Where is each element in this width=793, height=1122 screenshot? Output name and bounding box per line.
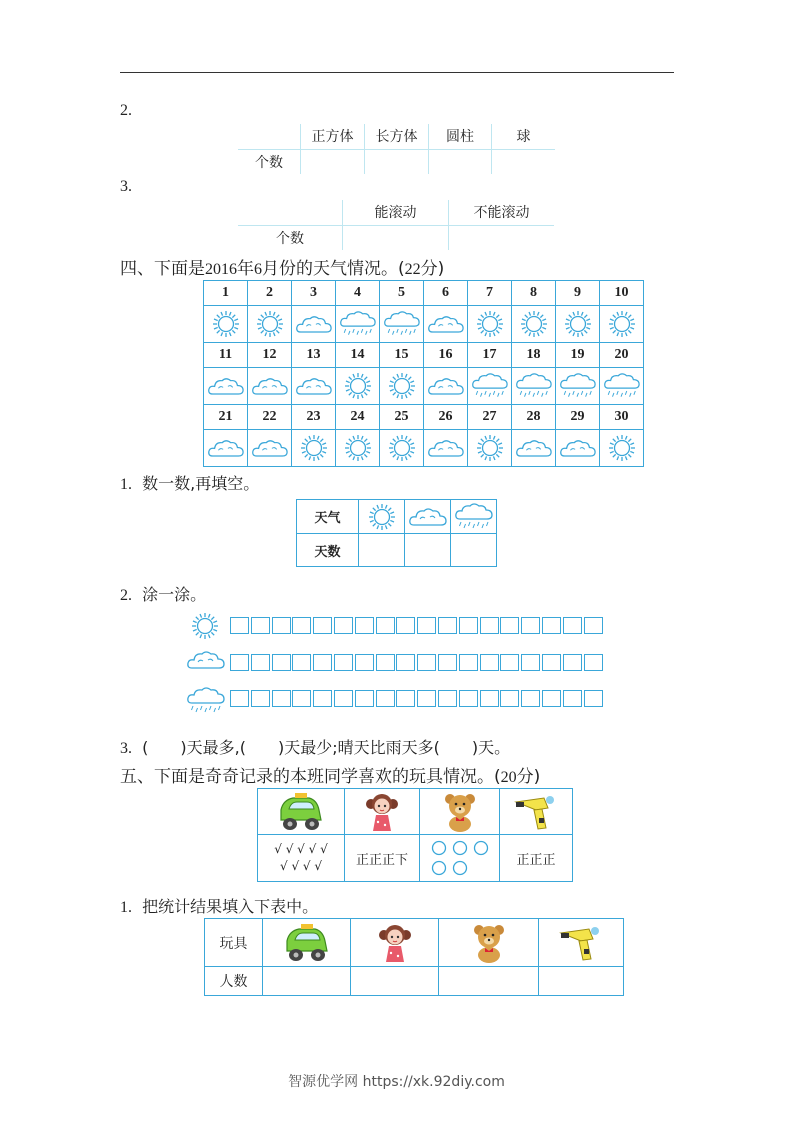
calendar-day-number: 4 xyxy=(336,281,380,306)
calendar-day-number: 19 xyxy=(556,343,600,368)
calendar-day-number: 13 xyxy=(292,343,336,368)
coloring-square[interactable] xyxy=(521,617,540,634)
row-label: 个数 xyxy=(238,149,301,174)
calendar-day-number: 18 xyxy=(512,343,556,368)
calendar-day-number: 30 xyxy=(600,405,644,430)
question: 2. 涂一涂。 xyxy=(120,585,207,604)
weather-count-table xyxy=(296,499,497,567)
coloring-square[interactable] xyxy=(584,654,603,671)
toy-result-table xyxy=(204,918,624,996)
tally-checks: √ √ √ √ √ √ √ √ √ xyxy=(258,835,345,882)
cloud-icon xyxy=(424,368,468,405)
sun-icon xyxy=(600,306,644,343)
table-header: 圆柱 xyxy=(429,124,492,149)
cloud-icon xyxy=(405,500,451,534)
calendar-day-number: 17 xyxy=(468,343,512,368)
coloring-square[interactable] xyxy=(417,617,436,634)
coloring-square[interactable] xyxy=(459,617,478,634)
teddy-bear-icon xyxy=(420,789,500,835)
answer-cell[interactable] xyxy=(492,149,556,174)
coloring-square[interactable] xyxy=(376,690,395,707)
section-heading: 四、下面是2016年6月份的天气情况。(22分) xyxy=(120,259,445,279)
coloring-square[interactable] xyxy=(313,617,332,634)
teddy-bear-icon xyxy=(439,919,539,967)
coloring-square[interactable] xyxy=(292,654,311,671)
calendar-day-number: 16 xyxy=(424,343,468,368)
cloud-icon xyxy=(204,430,248,467)
rain-icon xyxy=(468,368,512,405)
coloring-square[interactable] xyxy=(313,690,332,707)
row-label: 天数 xyxy=(297,534,359,567)
cloud-icon xyxy=(204,368,248,405)
doll-icon xyxy=(351,919,439,967)
answer-cell[interactable] xyxy=(449,225,555,250)
sun-icon xyxy=(380,368,424,405)
coloring-square[interactable] xyxy=(272,690,291,707)
coloring-square[interactable] xyxy=(334,690,353,707)
toy-gun-icon xyxy=(500,789,573,835)
coloring-square[interactable] xyxy=(313,654,332,671)
tally-marks: 正正正 xyxy=(500,835,573,882)
table-header: 正方体 xyxy=(301,124,365,149)
coloring-square[interactable] xyxy=(230,690,249,707)
coloring-square[interactable] xyxy=(438,654,457,671)
coloring-square[interactable] xyxy=(292,617,311,634)
calendar-day-number: 25 xyxy=(380,405,424,430)
coloring-square[interactable] xyxy=(230,654,249,671)
calendar-day-number: 27 xyxy=(468,405,512,430)
coloring-square[interactable] xyxy=(480,617,499,634)
coloring-square[interactable] xyxy=(376,654,395,671)
coloring-square[interactable] xyxy=(500,690,519,707)
answer-cell[interactable] xyxy=(301,149,365,174)
answer-cell[interactable] xyxy=(439,967,539,996)
table-header: 球 xyxy=(492,124,556,149)
calendar-day-number: 2 xyxy=(248,281,292,306)
coloring-square[interactable] xyxy=(438,690,457,707)
sun-icon xyxy=(292,430,336,467)
sun-icon xyxy=(189,611,221,641)
footer-watermark: 智源优学网 https://xk.92diy.com xyxy=(288,1074,505,1090)
rain-icon xyxy=(600,368,644,405)
coloring-square[interactable] xyxy=(459,690,478,707)
calendar-day-number: 15 xyxy=(380,343,424,368)
cloud-icon xyxy=(292,368,336,405)
coloring-bar-cloudy[interactable] xyxy=(230,654,604,671)
answer-cell[interactable] xyxy=(263,967,351,996)
calendar-day-number: 1 xyxy=(204,281,248,306)
coloring-square[interactable] xyxy=(563,617,582,634)
calendar-day-number: 3 xyxy=(292,281,336,306)
answer-cell[interactable] xyxy=(351,967,439,996)
cloud-icon xyxy=(248,368,292,405)
calendar-day-number: 10 xyxy=(600,281,644,306)
toy-tally-table xyxy=(257,788,573,882)
table-header: 能滚动 xyxy=(343,200,449,225)
car-icon xyxy=(258,789,345,835)
coloring-square[interactable] xyxy=(542,617,561,634)
coloring-square[interactable] xyxy=(355,654,374,671)
answer-cell[interactable] xyxy=(359,534,405,567)
shape-count-table xyxy=(238,124,555,174)
sun-icon xyxy=(512,306,556,343)
coloring-square[interactable] xyxy=(563,690,582,707)
rain-icon xyxy=(512,368,556,405)
answer-cell[interactable] xyxy=(365,149,429,174)
calendar-day-number: 22 xyxy=(248,405,292,430)
coloring-square[interactable] xyxy=(459,654,478,671)
cloud-icon xyxy=(512,430,556,467)
calendar-day-number: 26 xyxy=(424,405,468,430)
cloud-icon xyxy=(556,430,600,467)
sun-icon xyxy=(600,430,644,467)
coloring-square[interactable] xyxy=(480,690,499,707)
sun-icon xyxy=(336,430,380,467)
coloring-square[interactable] xyxy=(542,690,561,707)
rain-icon xyxy=(451,500,497,534)
calendar-day-number: 9 xyxy=(556,281,600,306)
tally-circles xyxy=(420,835,500,882)
table-header: 不能滚动 xyxy=(449,200,555,225)
sun-icon xyxy=(336,368,380,405)
rain-icon xyxy=(556,368,600,405)
cloud-icon xyxy=(186,648,226,672)
sun-icon xyxy=(248,306,292,343)
top-rule xyxy=(120,72,674,73)
coloring-square[interactable] xyxy=(500,617,519,634)
coloring-square[interactable] xyxy=(542,654,561,671)
coloring-square[interactable] xyxy=(417,690,436,707)
calendar-day-number: 12 xyxy=(248,343,292,368)
answer-cell[interactable] xyxy=(405,534,451,567)
calendar-day-number: 8 xyxy=(512,281,556,306)
calendar-day-number: 28 xyxy=(512,405,556,430)
cloud-icon xyxy=(424,306,468,343)
question: 1. 把统计结果填入下表中。 xyxy=(120,897,319,916)
coloring-square[interactable] xyxy=(396,617,415,634)
calendar-day-number: 24 xyxy=(336,405,380,430)
question-number: 2. xyxy=(120,102,132,119)
coloring-square[interactable] xyxy=(521,654,540,671)
coloring-square[interactable] xyxy=(584,690,603,707)
coloring-square[interactable] xyxy=(334,654,353,671)
answer-cell[interactable] xyxy=(539,967,624,996)
coloring-square[interactable] xyxy=(521,690,540,707)
answer-cell[interactable] xyxy=(343,225,449,250)
calendar-day-number: 11 xyxy=(204,343,248,368)
sun-icon xyxy=(380,430,424,467)
calendar-day-number: 5 xyxy=(380,281,424,306)
table-cell xyxy=(238,200,343,225)
tally-marks: 正正正下 xyxy=(345,835,420,882)
coloring-square[interactable] xyxy=(396,690,415,707)
roll-table xyxy=(238,200,554,250)
sun-icon xyxy=(468,430,512,467)
coloring-square[interactable] xyxy=(355,690,374,707)
coloring-square[interactable] xyxy=(230,617,249,634)
weather-calendar xyxy=(203,280,644,467)
coloring-square[interactable] xyxy=(438,617,457,634)
coloring-bar-sunny[interactable] xyxy=(230,617,604,634)
sun-icon xyxy=(359,500,405,534)
coloring-square[interactable] xyxy=(376,617,395,634)
answer-cell[interactable] xyxy=(429,149,492,174)
calendar-day-number: 7 xyxy=(468,281,512,306)
coloring-square[interactable] xyxy=(251,654,270,671)
coloring-square[interactable] xyxy=(584,617,603,634)
rain-icon xyxy=(186,686,226,716)
coloring-square[interactable] xyxy=(563,654,582,671)
row-label: 天气 xyxy=(297,500,359,534)
cloud-icon xyxy=(292,306,336,343)
table-cell xyxy=(238,124,301,149)
question-number: 3. xyxy=(120,178,132,195)
calendar-day-number: 6 xyxy=(424,281,468,306)
coloring-square[interactable] xyxy=(500,654,519,671)
calendar-day-number: 14 xyxy=(336,343,380,368)
coloring-square[interactable] xyxy=(417,654,436,671)
doll-icon xyxy=(345,789,420,835)
calendar-day-number: 29 xyxy=(556,405,600,430)
coloring-square[interactable] xyxy=(480,654,499,671)
calendar-day-number: 20 xyxy=(600,343,644,368)
car-icon xyxy=(263,919,351,967)
sun-icon xyxy=(204,306,248,343)
sun-icon xyxy=(468,306,512,343)
coloring-square[interactable] xyxy=(272,617,291,634)
coloring-square[interactable] xyxy=(251,690,270,707)
table-header: 长方体 xyxy=(365,124,429,149)
answer-cell[interactable] xyxy=(451,534,497,567)
question: 1. 数一数,再填空。 xyxy=(120,474,260,493)
rain-icon xyxy=(336,306,380,343)
calendar-day-number: 23 xyxy=(292,405,336,430)
cloud-icon xyxy=(424,430,468,467)
coloring-square[interactable] xyxy=(396,654,415,671)
cloud-icon xyxy=(248,430,292,467)
question: 3. ( )天最多,( )天最少;晴天比雨天多( )天。 xyxy=(120,738,511,757)
toy-gun-icon xyxy=(539,919,624,967)
coloring-square[interactable] xyxy=(272,654,291,671)
coloring-square[interactable] xyxy=(334,617,353,634)
calendar-day-number: 21 xyxy=(204,405,248,430)
row-label: 人数 xyxy=(205,967,263,996)
sun-icon xyxy=(556,306,600,343)
row-label: 个数 xyxy=(238,225,343,250)
coloring-square[interactable] xyxy=(251,617,270,634)
coloring-square[interactable] xyxy=(355,617,374,634)
section-heading: 五、下面是奇奇记录的本班同学喜欢的玩具情况。(20分) xyxy=(120,767,541,787)
row-label: 玩具 xyxy=(205,919,263,967)
coloring-square[interactable] xyxy=(292,690,311,707)
coloring-bar-rainy[interactable] xyxy=(230,690,604,707)
rain-icon xyxy=(380,306,424,343)
